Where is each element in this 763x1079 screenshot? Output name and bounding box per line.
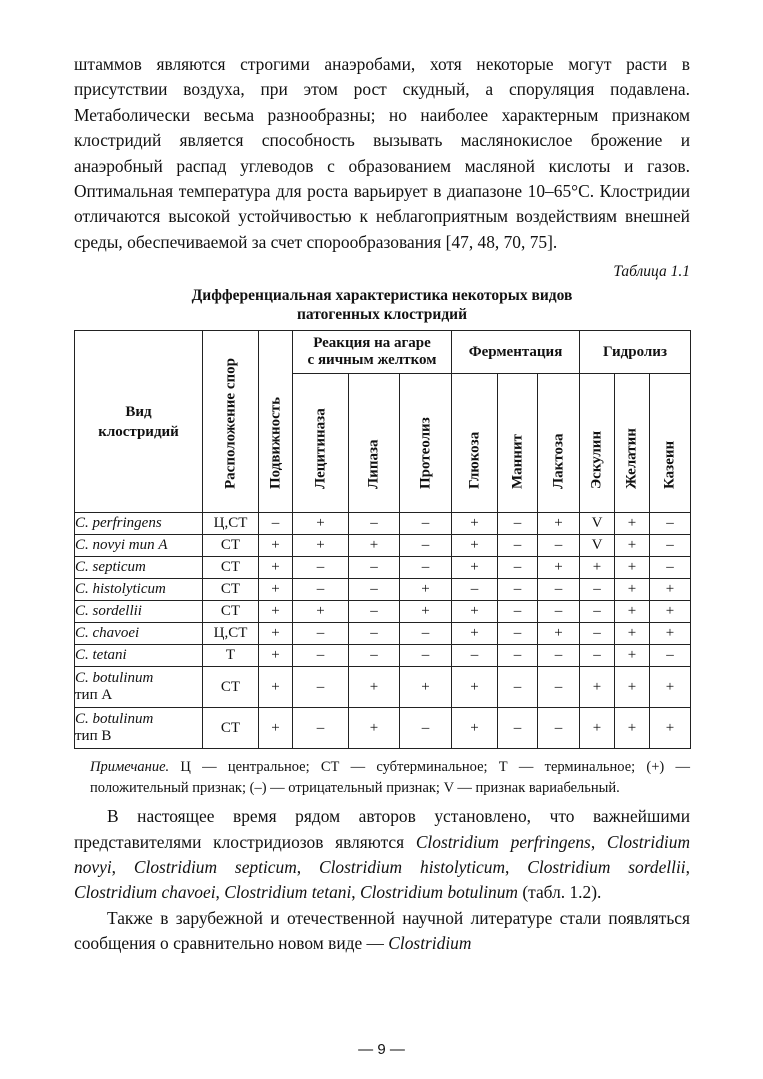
- table-cell: +: [615, 535, 650, 557]
- table-cell: –: [498, 579, 538, 601]
- table-cell: +: [650, 579, 691, 601]
- table-row: [75, 513, 691, 535]
- header-glucose-text: Глюкоза: [466, 432, 483, 490]
- species-italic: Clostridium: [388, 933, 472, 954]
- table-cell: +: [452, 601, 498, 623]
- table-cell: +: [400, 601, 452, 623]
- table-cell: +: [615, 708, 650, 749]
- table-cell: СТ: [203, 667, 259, 708]
- table-cell: –: [498, 513, 538, 535]
- species-name: C. chavoei: [75, 623, 203, 645]
- table-cell: –: [400, 535, 452, 557]
- table-cell: +: [650, 601, 691, 623]
- header-proteolysis-text: Протеолиз: [417, 417, 433, 490]
- table-cell: –: [580, 601, 615, 623]
- note-text: Ц — центральное; СТ — субтерминальное; Т — терминальное; (+) — положительный признак; (–) — отрицательный признак; V — признак вариабельный.: [90, 759, 690, 796]
- table-cell: –: [259, 513, 293, 535]
- table-cell: +: [615, 513, 650, 535]
- header-proteolysis: [400, 374, 452, 513]
- table-cell: +: [452, 623, 498, 645]
- table-cell: +: [615, 645, 650, 667]
- table-cell: V: [580, 535, 615, 557]
- species-italic: Clostridium septicum: [133, 857, 297, 878]
- table-cell: +: [538, 623, 580, 645]
- table-cell: –: [293, 557, 349, 579]
- text: ,: [296, 857, 319, 878]
- table-cell: –: [349, 513, 400, 535]
- table-cell: –: [498, 623, 538, 645]
- table-cell: +: [452, 513, 498, 535]
- species-name: [75, 667, 203, 708]
- table-cell: +: [538, 557, 580, 579]
- species-italic: Clostridium chavoei: [74, 882, 216, 903]
- table-cell: –: [293, 623, 349, 645]
- table-cell: +: [650, 708, 691, 749]
- table-row: [75, 557, 691, 579]
- table-cell: –: [538, 645, 580, 667]
- header-species-line-2: клостридий: [98, 423, 179, 440]
- table-cell: +: [615, 579, 650, 601]
- table-cell: +: [650, 623, 691, 645]
- table-cell: –: [650, 513, 691, 535]
- table-cell: +: [538, 513, 580, 535]
- species-italic: Clostridium sordellii: [527, 857, 686, 878]
- table-cell: –: [538, 708, 580, 749]
- table-row: [75, 535, 691, 557]
- table-cell: +: [259, 667, 293, 708]
- text: ,: [215, 882, 225, 903]
- table-cell: V: [580, 513, 615, 535]
- paragraph-representatives: [74, 804, 690, 906]
- table-cell: +: [615, 601, 650, 623]
- header-motility-text: Подвижность: [267, 397, 283, 490]
- table-cell: СТ: [203, 535, 259, 557]
- page-number: — 9 —: [358, 1041, 405, 1058]
- text: Также в зарубежной и отечественной научной литературе стали появляться сообщения о сравнительно новом виде —: [74, 907, 690, 954]
- text: ,: [685, 857, 690, 878]
- table-row: [75, 623, 691, 645]
- header-agar-line-1: Реакция на агаре: [313, 335, 431, 352]
- table-title-line-1: Дифференциальная характеристика некоторых видов: [191, 287, 573, 305]
- header-gelatin: [615, 374, 650, 513]
- table-cell: –: [650, 557, 691, 579]
- species-italic: Clostridium tetani: [224, 882, 352, 903]
- table-cell: –: [293, 645, 349, 667]
- text: В настоящее время рядом авторов установлено, что важнейшими представителями клостридиозов являются: [74, 806, 690, 852]
- table-cell: –: [293, 667, 349, 708]
- note-label: Примечание.: [90, 759, 170, 776]
- table-cell: –: [538, 667, 580, 708]
- clostridia-table: [74, 330, 691, 749]
- header-casein: [650, 374, 691, 513]
- species-italic: Clostridium histolyticum: [319, 857, 506, 878]
- table-cell: –: [400, 623, 452, 645]
- header-agar-line-2: с яичным желтком: [307, 352, 437, 369]
- table-cell: +: [259, 708, 293, 749]
- table-cell: –: [580, 623, 615, 645]
- table-title: [74, 286, 690, 324]
- table-cell: +: [452, 557, 498, 579]
- text: ,: [351, 882, 360, 903]
- species-italic: Clostridium novyi: [74, 831, 690, 878]
- table-cell: –: [498, 535, 538, 557]
- table-cell: +: [259, 579, 293, 601]
- table-cell: –: [538, 601, 580, 623]
- table-cell: –: [400, 557, 452, 579]
- species-name: C. sordellii: [75, 601, 203, 623]
- table-cell: +: [259, 623, 293, 645]
- species-name: C. novyi тип A: [75, 535, 203, 557]
- text: ,: [590, 831, 607, 852]
- header-lecithinase: [293, 374, 349, 513]
- table-row: [75, 579, 691, 601]
- table-cell: СТ: [203, 579, 259, 601]
- table-cell: –: [650, 645, 691, 667]
- table-cell: –: [349, 623, 400, 645]
- header-spore: [203, 331, 259, 513]
- table-cell: –: [498, 557, 538, 579]
- table-cell: –: [349, 579, 400, 601]
- table-cell: +: [293, 535, 349, 557]
- species-name: C. septicum: [75, 557, 203, 579]
- table-cell: –: [400, 708, 452, 749]
- species-italic: Clostridium botulinum: [360, 882, 518, 903]
- table-cell: –: [293, 708, 349, 749]
- table-cell: +: [452, 667, 498, 708]
- table-cell: –: [498, 601, 538, 623]
- header-casein-text: Казеин: [661, 441, 678, 490]
- table-row: [75, 667, 691, 708]
- header-mannitol-text: Маннит: [509, 434, 526, 490]
- table-title-line-2: патогенных клостридий: [296, 306, 468, 324]
- table-cell: –: [400, 513, 452, 535]
- table-cell: –: [580, 579, 615, 601]
- species-name-line-1: C. botulinum: [75, 670, 154, 687]
- table-cell: Ц,СТ: [203, 513, 259, 535]
- table-cell: +: [259, 557, 293, 579]
- header-motility: [259, 331, 293, 513]
- species-name-line-2: тип А: [75, 687, 113, 704]
- page-content: [74, 52, 690, 957]
- table-cell: –: [498, 645, 538, 667]
- table-cell: +: [580, 708, 615, 749]
- table-cell: –: [498, 708, 538, 749]
- table-cell: +: [349, 708, 400, 749]
- species-italic: Clostridium perfringens: [415, 831, 591, 852]
- species-name-line-1: C. botulinum: [75, 711, 154, 728]
- table-cell: +: [615, 557, 650, 579]
- header-species-line-1: Вид: [125, 403, 152, 420]
- header-glucose: [452, 374, 498, 513]
- paragraph-new-species: [74, 906, 690, 957]
- table-cell: –: [650, 535, 691, 557]
- species-name: C. histolyticum: [75, 579, 203, 601]
- header-mannitol: [498, 374, 538, 513]
- table-cell: +: [349, 535, 400, 557]
- table-cell: –: [349, 601, 400, 623]
- table-cell: +: [293, 601, 349, 623]
- table-cell: –: [452, 579, 498, 601]
- table-cell: СТ: [203, 557, 259, 579]
- text: ,: [111, 857, 134, 878]
- header-spore-text: Расположение спор: [222, 358, 238, 490]
- table-cell: Т: [203, 645, 259, 667]
- table-cell: –: [400, 645, 452, 667]
- header-species: [75, 331, 203, 513]
- text: ,: [505, 857, 528, 878]
- species-name: C. tetani: [75, 645, 203, 667]
- table-row: [75, 645, 691, 667]
- table-cell: Ц,СТ: [203, 623, 259, 645]
- table-cell: –: [580, 645, 615, 667]
- table-cell: +: [650, 667, 691, 708]
- paragraph-intro: штаммов являются строгими анаэробами, хотя некоторые могут расти в присутствии воздуха, при этом рост скудный, а споруляция подавлена. Метаболически весьма разнообразны; но наиболее характерным признаком клостридий является способность вызывать маслянокислое брожение и анаэробный распад углеводов с образованием масляной кислоты и газов. Оптимальная температура для роста варьирует в диапазоне 10–65°С. Клостридии отличаются высокой устойчивостью к неблагоприятным воздействиям внешней среды, обеспечиваемой за счет спорообразования [47, 48, 70, 75].: [74, 54, 690, 252]
- table-cell: +: [259, 601, 293, 623]
- header-fermentation-group: Ферментация: [452, 331, 580, 374]
- header-lecithinase-text: Лецитиназа: [312, 408, 328, 490]
- table-cell: –: [498, 667, 538, 708]
- table-cell: +: [400, 579, 452, 601]
- table-cell: –: [452, 645, 498, 667]
- table-cell: СТ: [203, 601, 259, 623]
- table-cell: +: [259, 645, 293, 667]
- table-cell: –: [349, 645, 400, 667]
- table-note: [90, 757, 690, 798]
- table-cell: +: [349, 667, 400, 708]
- table-cell: +: [400, 667, 452, 708]
- species-name-line-2: тип В: [75, 728, 112, 745]
- table-cell: +: [615, 623, 650, 645]
- header-hydrolysis-group: Гидролиз: [580, 331, 691, 374]
- header-lipase: [349, 374, 400, 513]
- table-cell: +: [615, 667, 650, 708]
- header-gelatin-text: Желатин: [623, 428, 640, 490]
- table-label: Таблица 1.1: [613, 263, 690, 281]
- species-name: [75, 708, 203, 749]
- table-cell: СТ: [203, 708, 259, 749]
- table-cell: –: [349, 557, 400, 579]
- table-cell: –: [538, 579, 580, 601]
- text: (табл. 1.2).: [518, 882, 602, 903]
- table-row: [75, 601, 691, 623]
- header-esculin: [580, 374, 615, 513]
- table-row: [75, 708, 691, 749]
- header-esculin-text: Эскулин: [588, 431, 605, 490]
- table-cell: +: [580, 557, 615, 579]
- table-cell: +: [580, 667, 615, 708]
- table-cell: +: [259, 535, 293, 557]
- header-lipase-text: Липаза: [365, 439, 382, 490]
- table-cell: –: [538, 535, 580, 557]
- species-name: C. perfringens: [75, 513, 203, 535]
- header-lactose-text: Лактоза: [550, 433, 567, 490]
- table-cell: +: [293, 513, 349, 535]
- table-cell: +: [452, 535, 498, 557]
- table-cell: –: [293, 579, 349, 601]
- header-lactose: [538, 374, 580, 513]
- header-agar-group: [293, 331, 452, 374]
- table-cell: +: [452, 708, 498, 749]
